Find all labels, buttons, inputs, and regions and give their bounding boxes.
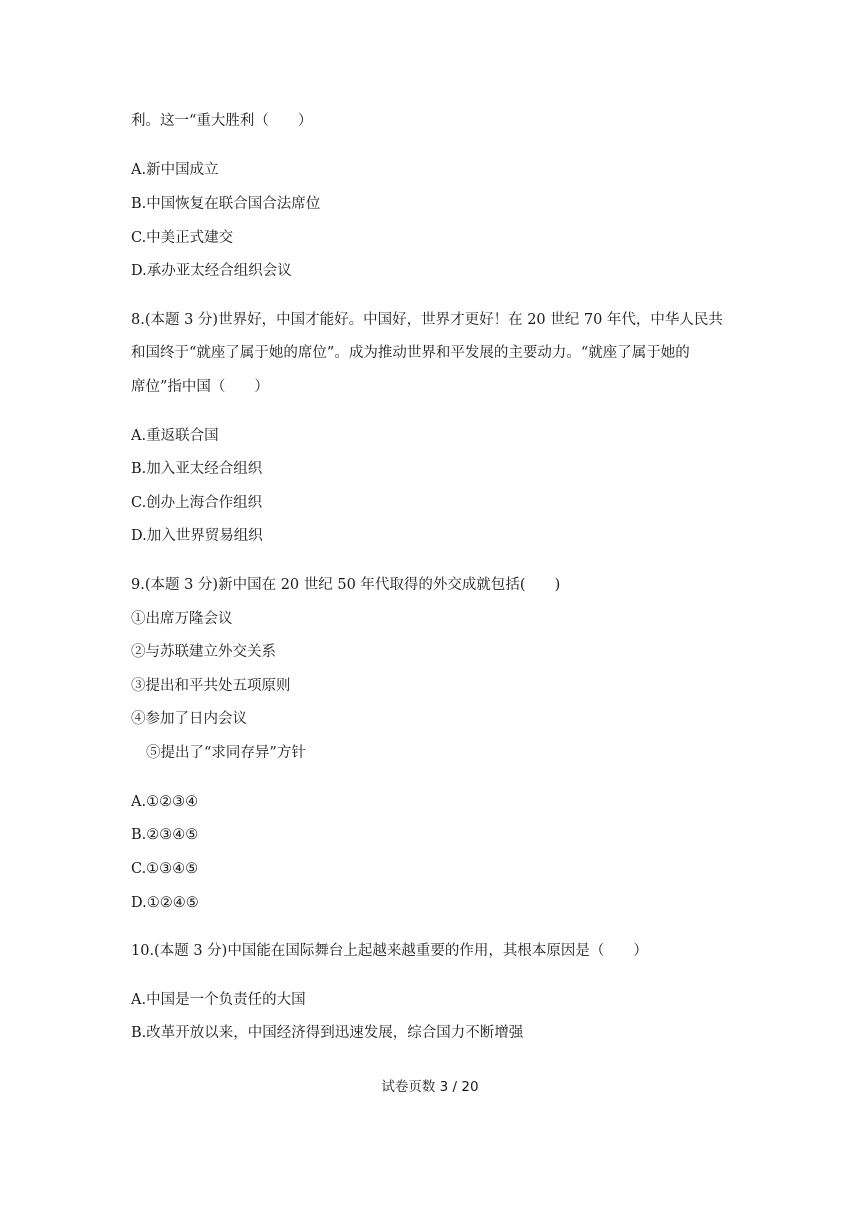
- question-9-option-c: C.①③④⑤: [131, 861, 199, 877]
- question-9-item-2: ②与苏联建立外交关系: [131, 644, 276, 660]
- question-9-item-5: ⑤提出了“求同存异”方针: [146, 745, 306, 761]
- question-10-option-a: A.中国是一个负责任的大国: [131, 992, 306, 1008]
- question-7-option-d: D.承办亚太经合组织会议: [131, 263, 292, 279]
- question-9-option-b: B.②③④⑤: [131, 827, 199, 843]
- question-8-stem-line-2: 和国终于“就座了属于她的席位”。成为推动世界和平发展的主要动力。“就座了属于她的: [131, 345, 690, 361]
- question-10-option-b: B.改革开放以来，中国经济得到迅速发展，综合国力不断增强: [131, 1025, 524, 1041]
- question-9-item-1: ①出席万隆会议: [131, 611, 233, 627]
- question-8-option-b: B.加入亚太经合组织: [131, 461, 263, 477]
- question-7-stem-end: 利。这一“重大胜利（ ）: [131, 113, 313, 129]
- question-9-item-4: ④参加了日内会议: [131, 711, 247, 727]
- question-8-stem-line-3: 席位”指中国（ ）: [131, 379, 269, 395]
- question-7-option-b: B.中国恢复在联合国合法席位: [131, 196, 321, 212]
- question-9-item-3: ③提出和平共处五项原则: [131, 678, 291, 694]
- question-9-option-d: D.①②④⑤: [131, 895, 199, 911]
- question-7-option-a: A.新中国成立: [131, 162, 219, 178]
- question-8-option-a: A.重返联合国: [131, 428, 219, 444]
- question-9-stem: 9.(本题 3 分)新中国在 20 世纪 50 年代取得的外交成就包括( ): [131, 577, 561, 593]
- question-8-option-c: C.创办上海合作组织: [131, 495, 263, 511]
- question-7-option-c: C.中美正式建交: [131, 230, 234, 246]
- question-8-stem-line-1: 8.(本题 3 分)世界好，中国才能好。中国好，世界才更好！在 20 世纪 70 年代，中华人民共: [131, 312, 723, 328]
- page-number-footer: 试卷页数 3 / 20: [381, 1079, 479, 1095]
- question-9-option-a: A.①②③④: [131, 794, 199, 810]
- question-8-option-d: D.加入世界贸易组织: [131, 528, 263, 544]
- question-10-stem: 10.(本题 3 分)中国能在国际舞台上起越来越重要的作用，其根本原因是（ ）: [131, 943, 648, 959]
